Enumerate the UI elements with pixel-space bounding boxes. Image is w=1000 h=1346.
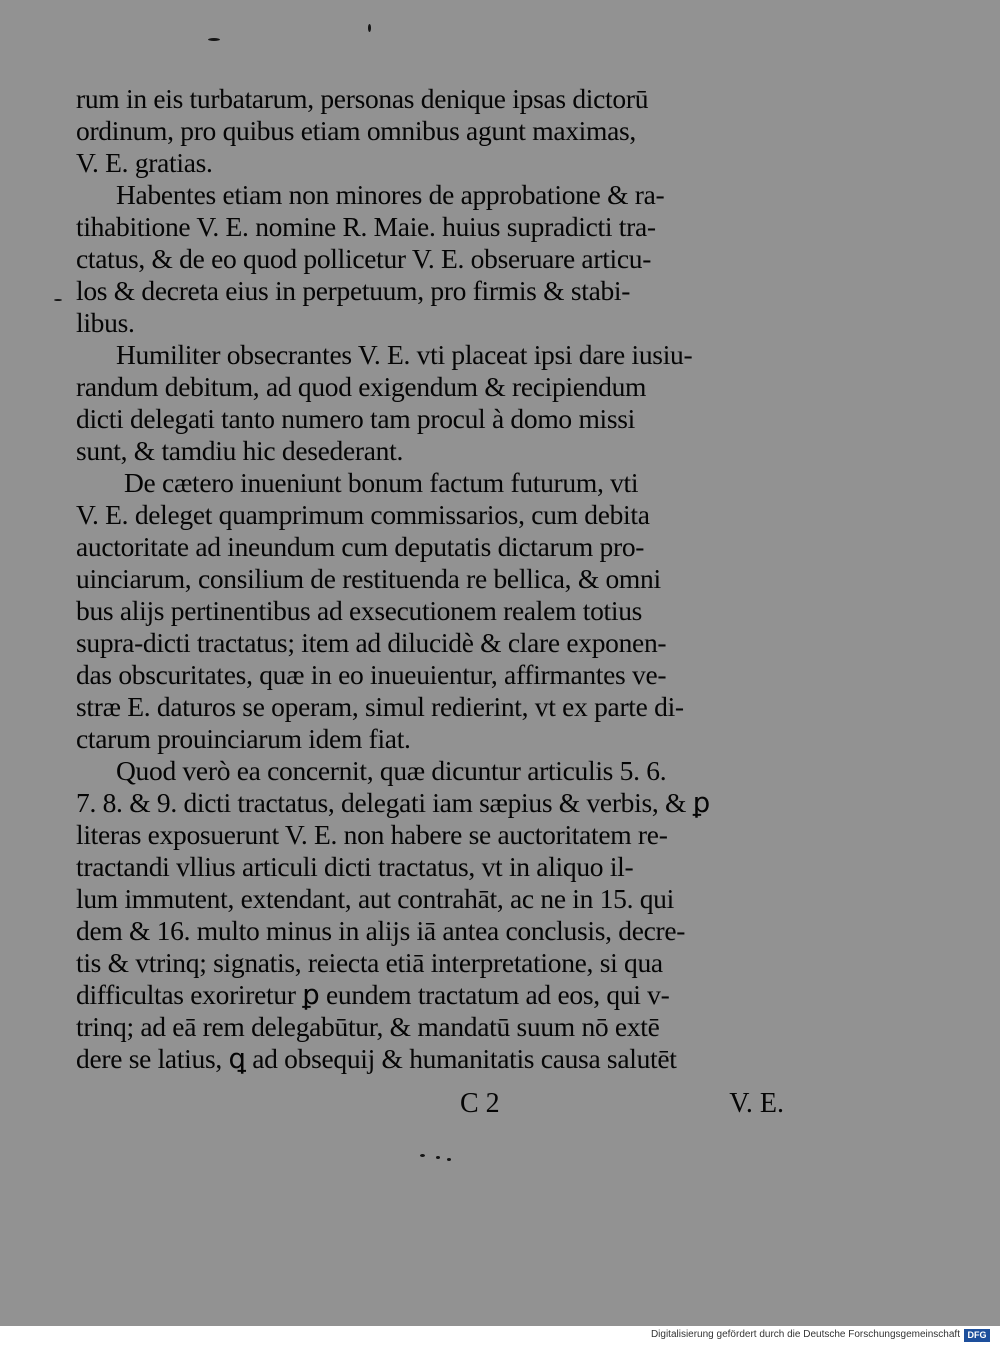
- text-line: lum immutent, extendant, aut contrahāt, ac ne in 15. qui: [76, 883, 674, 914]
- text-line: Habentes etiam non minores de approbatione & ra-: [116, 179, 665, 210]
- text-line: literas exposuerunt V. E. non habere se auctoritatem re-: [76, 819, 668, 850]
- footer-bar: [0, 1326, 1000, 1346]
- text-line: ordinum, pro quibus etiam omnibus agunt maximas,: [76, 115, 636, 146]
- text-line: dem & 16. multo minus in alijs iā antea conclusis, decre-: [76, 915, 686, 946]
- text-line: V. E. gratias.: [76, 147, 213, 178]
- text-line: sunt, & tamdiu hic desederant.: [76, 435, 404, 466]
- text-line: Humiliter obsecrantes V. E. vti placeat ipsi dare iusiu-: [116, 339, 693, 370]
- text-line: dere se latius, ꝗ ad obsequij & humanitatis causa salutēt: [76, 1043, 677, 1074]
- dfg-logo: DFG: [964, 1329, 990, 1342]
- page-text: [76, 83, 796, 1075]
- text-line: uinciarum, consilium de restituenda re bellica, & omni: [76, 563, 661, 594]
- scan-speck: [436, 1156, 440, 1159]
- scan-speck: [447, 1158, 451, 1161]
- scan-speck: [368, 24, 371, 32]
- text-line: Quod verò ea concernit, quæ dicuntur articulis 5. 6.: [116, 755, 667, 786]
- text-line: ctatus, & de eo quod pollicetur V. E. obseruare articu-: [76, 243, 652, 274]
- text-line: tractandi vllius articuli dicti tractatus, vt in aliquo il-: [76, 851, 634, 882]
- text-line: randum debitum, ad quod exigendum & recipiendum: [76, 371, 647, 402]
- text-line: stræ E. daturos se operam, simul redierint, vt ex parte di-: [76, 691, 684, 722]
- text-line: dicti delegati tanto numero tam procul à domo missi: [76, 403, 636, 434]
- text-line: libus.: [76, 307, 135, 338]
- text-line: De cætero inueniunt bonum factum futurum, vti: [124, 467, 639, 498]
- scan-speck: [54, 299, 62, 301]
- text-line: trinq; ad eā rem delegabūtur, & mandatū suum nō extē: [76, 1011, 660, 1042]
- text-line: 7. 8. & 9. dicti tractatus, delegati iam sæpius & verbis, & ꝑ: [76, 787, 710, 818]
- text-line: das obscuritates, quæ in eo inueuientur, affirmantes ve-: [76, 659, 667, 690]
- text-line: bus alijs pertinentibus ad exsecutionem realem totius: [76, 595, 643, 626]
- catchword: V. E.: [729, 1088, 784, 1119]
- text-line: supra-dicti tractatus; item ad dilucidè & clare exponen-: [76, 627, 667, 658]
- text-line: difficultas exoriretur ꝑ eundem tractatum ad eos, qui v-: [76, 979, 670, 1010]
- scan-speck: [208, 38, 220, 41]
- text-line: los & decreta eius in perpetuum, pro firmis & stabi-: [76, 275, 631, 306]
- text-line: V. E. deleget quamprimum commissarios, cum debita: [76, 499, 650, 530]
- text-line: ctarum prouinciarum idem fiat.: [76, 723, 411, 754]
- text-line: rum in eis turbatarum, personas denique ipsas dictorū: [76, 83, 649, 114]
- funding-credit: Digitalisierung gefördert durch die Deutsche Forschungsgemeinschaft: [650, 1329, 960, 1340]
- text-line: tihabitione V. E. nomine R. Maie. huius supradicti tra-: [76, 211, 656, 242]
- scan-speck: [420, 1154, 425, 1157]
- page-footer-marks: [76, 1088, 784, 1122]
- signature-mark: C 2: [460, 1088, 500, 1119]
- text-line: auctoritate ad ineundum cum deputatis dictarum pro-: [76, 531, 645, 562]
- text-line: tis & vtrinq; signatis, reiecta etiā interpretatione, si qua: [76, 947, 663, 978]
